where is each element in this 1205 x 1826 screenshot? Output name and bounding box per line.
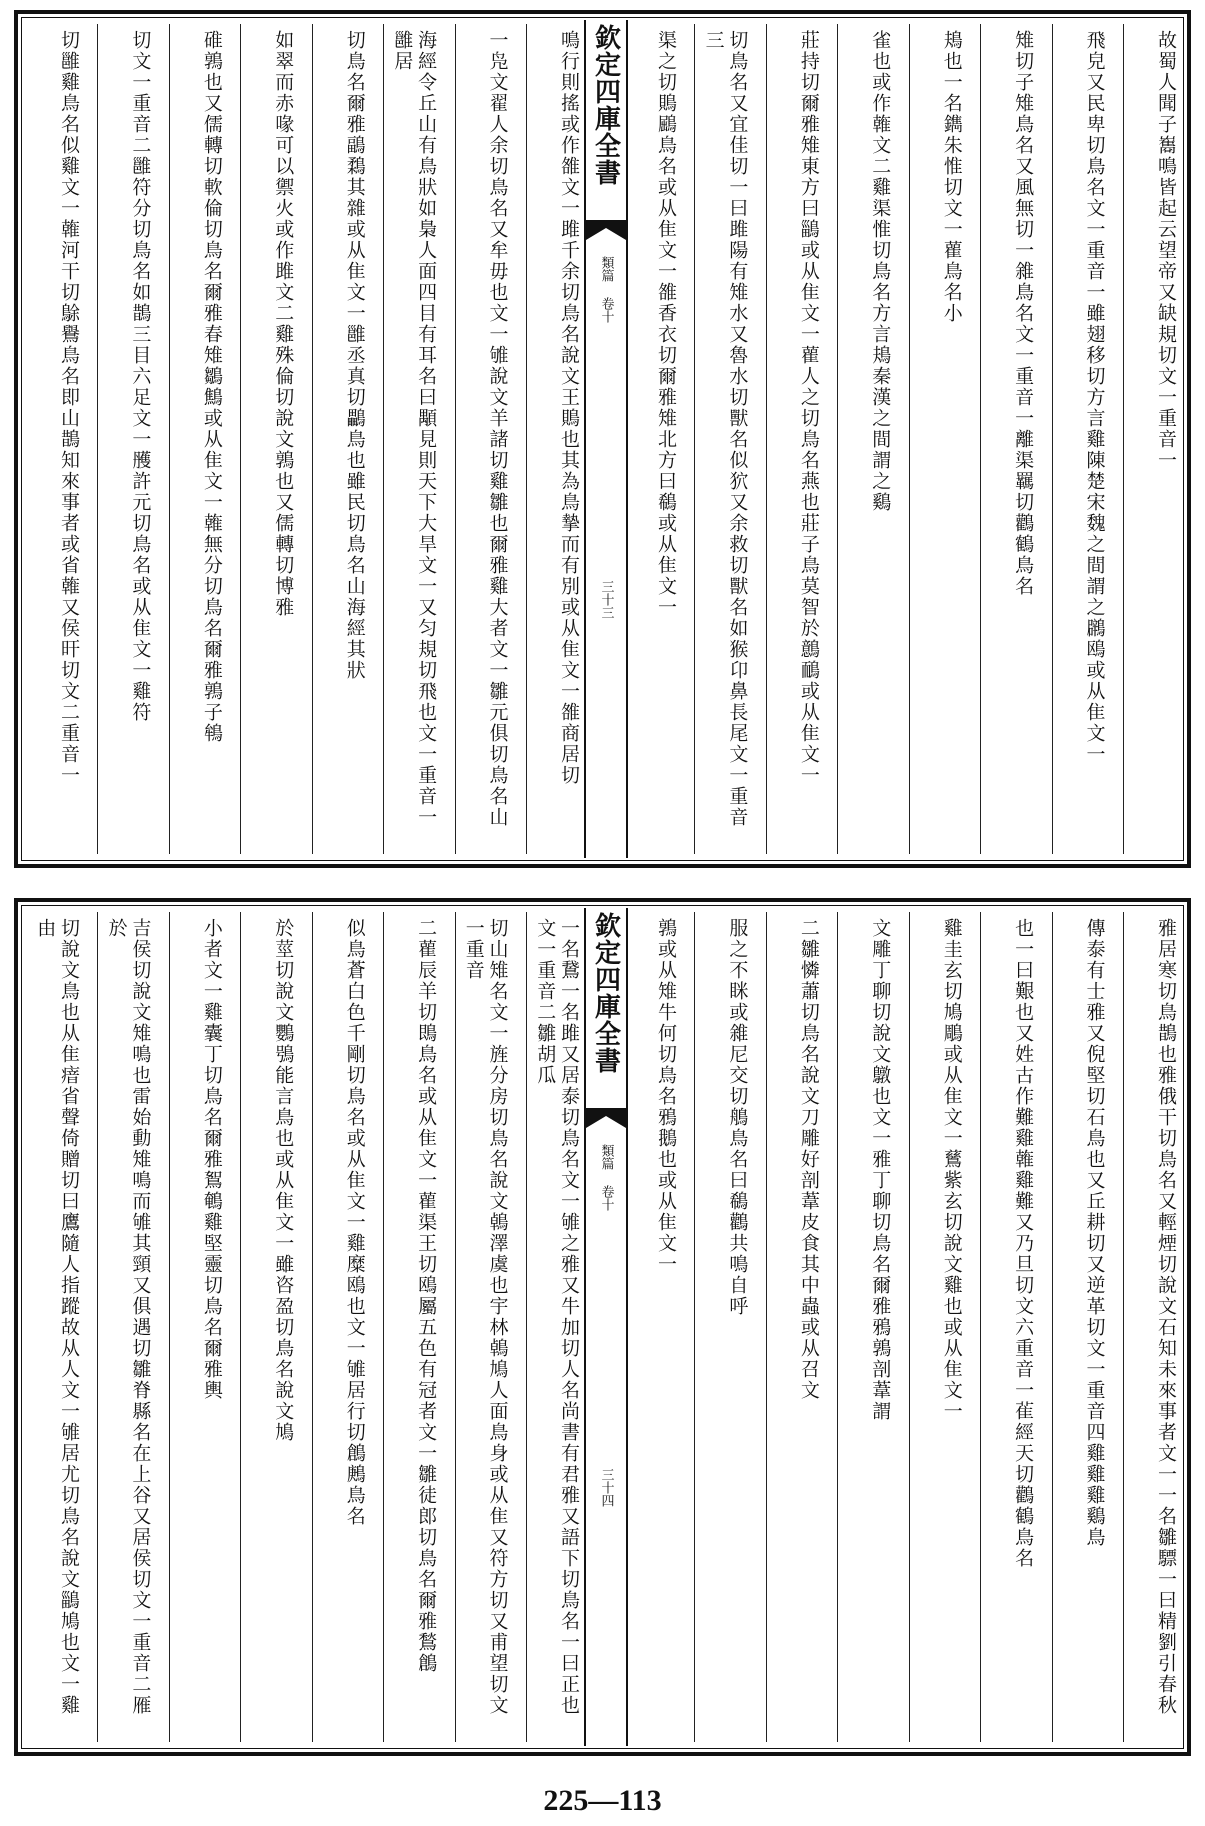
fold-title: 欽定四庫全書 <box>590 24 621 186</box>
bottom-left-half <box>24 908 584 1746</box>
text-column: 切說文鳥也从隹瘖省聲倚贈切曰鷹隨人指蹤故从人文一雊居尤切鳥名說文鶅鳩也文一雞由 <box>34 918 80 1716</box>
fold-leaf-number: 三十四 <box>598 1468 614 1507</box>
top-fold-center <box>584 20 628 858</box>
text-column: 文雕丁聊切說文鷻也文一雅丁聊切鳥名爾雅鴉鶉剖葦謂 <box>837 912 893 1742</box>
bottom-fold-center <box>584 908 628 1746</box>
text-column: 雅居寒切鳥鵲也雅俄干切鳥名又輕煙切說文石知未來事者文一一名雛驃一曰精劉引春秋 <box>1123 912 1179 1742</box>
fold-title: 欽定四庫全書 <box>590 912 621 1074</box>
text-column: 也一曰艱也又姓古作難雞雗雞難又乃旦切文六重音一雈經天切鸛鶴鳥名 <box>980 912 1036 1742</box>
page-number: 225—113 <box>543 1784 662 1817</box>
text-column: 於莖切說文鸚鴞能言鳥也或从隹文一雖咨盈切鳥名說文鳩 <box>240 912 296 1742</box>
text-column: 一凫文翟人余切鳥名又牟毋也文一雊說文羊諸切雞雛也爾雅雞大者文一雛元俱切鳥名山 <box>455 24 511 854</box>
text-column: 似鳥蒼白色千剛切鳥名或从隹文一雞糜鴎也文一雊居行切鶬鶊鳥名 <box>312 912 368 1742</box>
text-column: 如翠而赤喙可以禦火或作雎文二雞殊倫切說文鶉也又儒轉切博雅 <box>240 24 296 854</box>
fishtail-mark <box>586 220 626 240</box>
text-column: 鳴行則搖或作雒文一雎千余切鳥名說文王鵙也其為鳥摯而有別或从隹文一雒商居切 <box>526 24 582 854</box>
text-column: 服之不眯或雓尼交切鵃鳥名曰鵗鸛共鳴自呼 <box>694 912 750 1742</box>
text-column: 切山雉名文一旌分房切鳥名說文鵫澤虞也宇林鵫鳩人面鳥身或从隹又符方切又甫望切文一重音 <box>455 912 511 1742</box>
fold-leaf-number: 三十三 <box>598 580 614 619</box>
text-column: 莊持切爾雅雉東方曰鶅或从隹文一雚人之切鳥名燕也莊子鳥莫智於鷾鴯或从隹文一 <box>766 24 822 854</box>
text-column: 鳺也一名鐫朱惟切文一雚鳥名小 <box>909 24 965 854</box>
text-column: 吉侯切說文雉鳴也雷始動雉鳴而雊其頸又俱遇切雛脊縣名在上谷又居侯切文一重音二雁於 <box>97 912 153 1742</box>
text-column: 二雚辰羊切鵖鳥名或从隹文一雚渠王切鴎屬五色有冠者文一雛徒郎切鳥名爾雅鶖鶬 <box>383 912 439 1742</box>
bottom-right-half <box>621 908 1181 1746</box>
text-column: 一名鵞一名雎又居泰切鳥名文一雊之雅又牛加切人名尚書有君雅又語下切鳥名一曰正也文一重音二雛胡瓜 <box>526 912 582 1742</box>
text-column: 切鳥名爾雅鶝鶔其雜或从隹文一雝丞真切鸓鳥也雖民切鳥名山海經其狀 <box>312 24 368 854</box>
top-left-half <box>24 20 584 858</box>
text-column: 小者文一雞囊丁切鳥名爾雅鴽鵪雞堅靈切鳥名爾雅輿 <box>169 912 225 1742</box>
bottom-page-frame <box>14 898 1191 1756</box>
text-column: 雉切子雉鳥名又風無切一雓鳥名文一重音一離渠羈切鸛鶴鳥名 <box>980 24 1036 854</box>
text-column: 海經令丘山有鳥狀如梟人面四目有耳名曰顒見則天下大旱文一又匀規切飛也文一重音一雝居 <box>383 24 439 854</box>
fishtail-mark <box>586 1108 626 1128</box>
text-column: 切文一重音二雝符分切鳥名如鵲三目六足文一雘許元切鳥名或从隹文一雞符 <box>97 24 153 854</box>
text-column: 雀也或作雗文二雞渠惟切鳥名方言鳺秦漢之間謂之鷄 <box>837 24 893 854</box>
fold-volume: 類篇 卷十 <box>598 256 614 323</box>
text-column: 鶉或从雉牛何切鳥名鴉鵝也或从隹文一 <box>655 918 677 1275</box>
text-column: 渠之切鵙鶌鳥名或从隹文一雒香衣切爾雅雉北方曰鵗或从隹文一 <box>655 30 677 618</box>
text-column: 二雛憐蕭切鳥名說文刀雕好剖葦皮食其中蟲或从召文 <box>766 912 822 1742</box>
top-right-half <box>621 20 1181 858</box>
text-column: 雞圭玄切鳩鵰或从隹文一鶿紫玄切說文雞也或从隹文一 <box>909 912 965 1742</box>
text-column: 故蜀人聞子雟鳴皆起云望帝又缺規切文一重音一 <box>1123 24 1179 854</box>
text-column: 碓鶉也又儒轉切軟倫切鳥名爾雅春雉鶵鷦或从隹文一雗無分切鳥名爾雅鶉子鴾 <box>169 24 225 854</box>
text-column: 飛皃又民卑切鳥名文一重音一雖翅移切方言雞陳楚宋魏之間謂之鸊鴎或从隹文一 <box>1052 24 1108 854</box>
text-column: 傳泰有士雅又倪堅切石鳥也又丘耕切又逆革切文一重音四雞雞雞鷄鳥 <box>1052 912 1108 1742</box>
text-column: 切雝雞鳥名似雞文一雗河干切鵌鸒鳥名即山鵲知來事者或省雗又侯旰切文二重音一 <box>58 30 80 786</box>
fold-volume: 類篇 卷十 <box>598 1144 614 1211</box>
text-column: 切鳥名又宜佳切一曰雎陽有雉水又魯水切獸名似狖又余救切獸名如猴卬鼻長尾文一重音三 <box>694 24 750 854</box>
top-page-frame <box>14 10 1191 868</box>
